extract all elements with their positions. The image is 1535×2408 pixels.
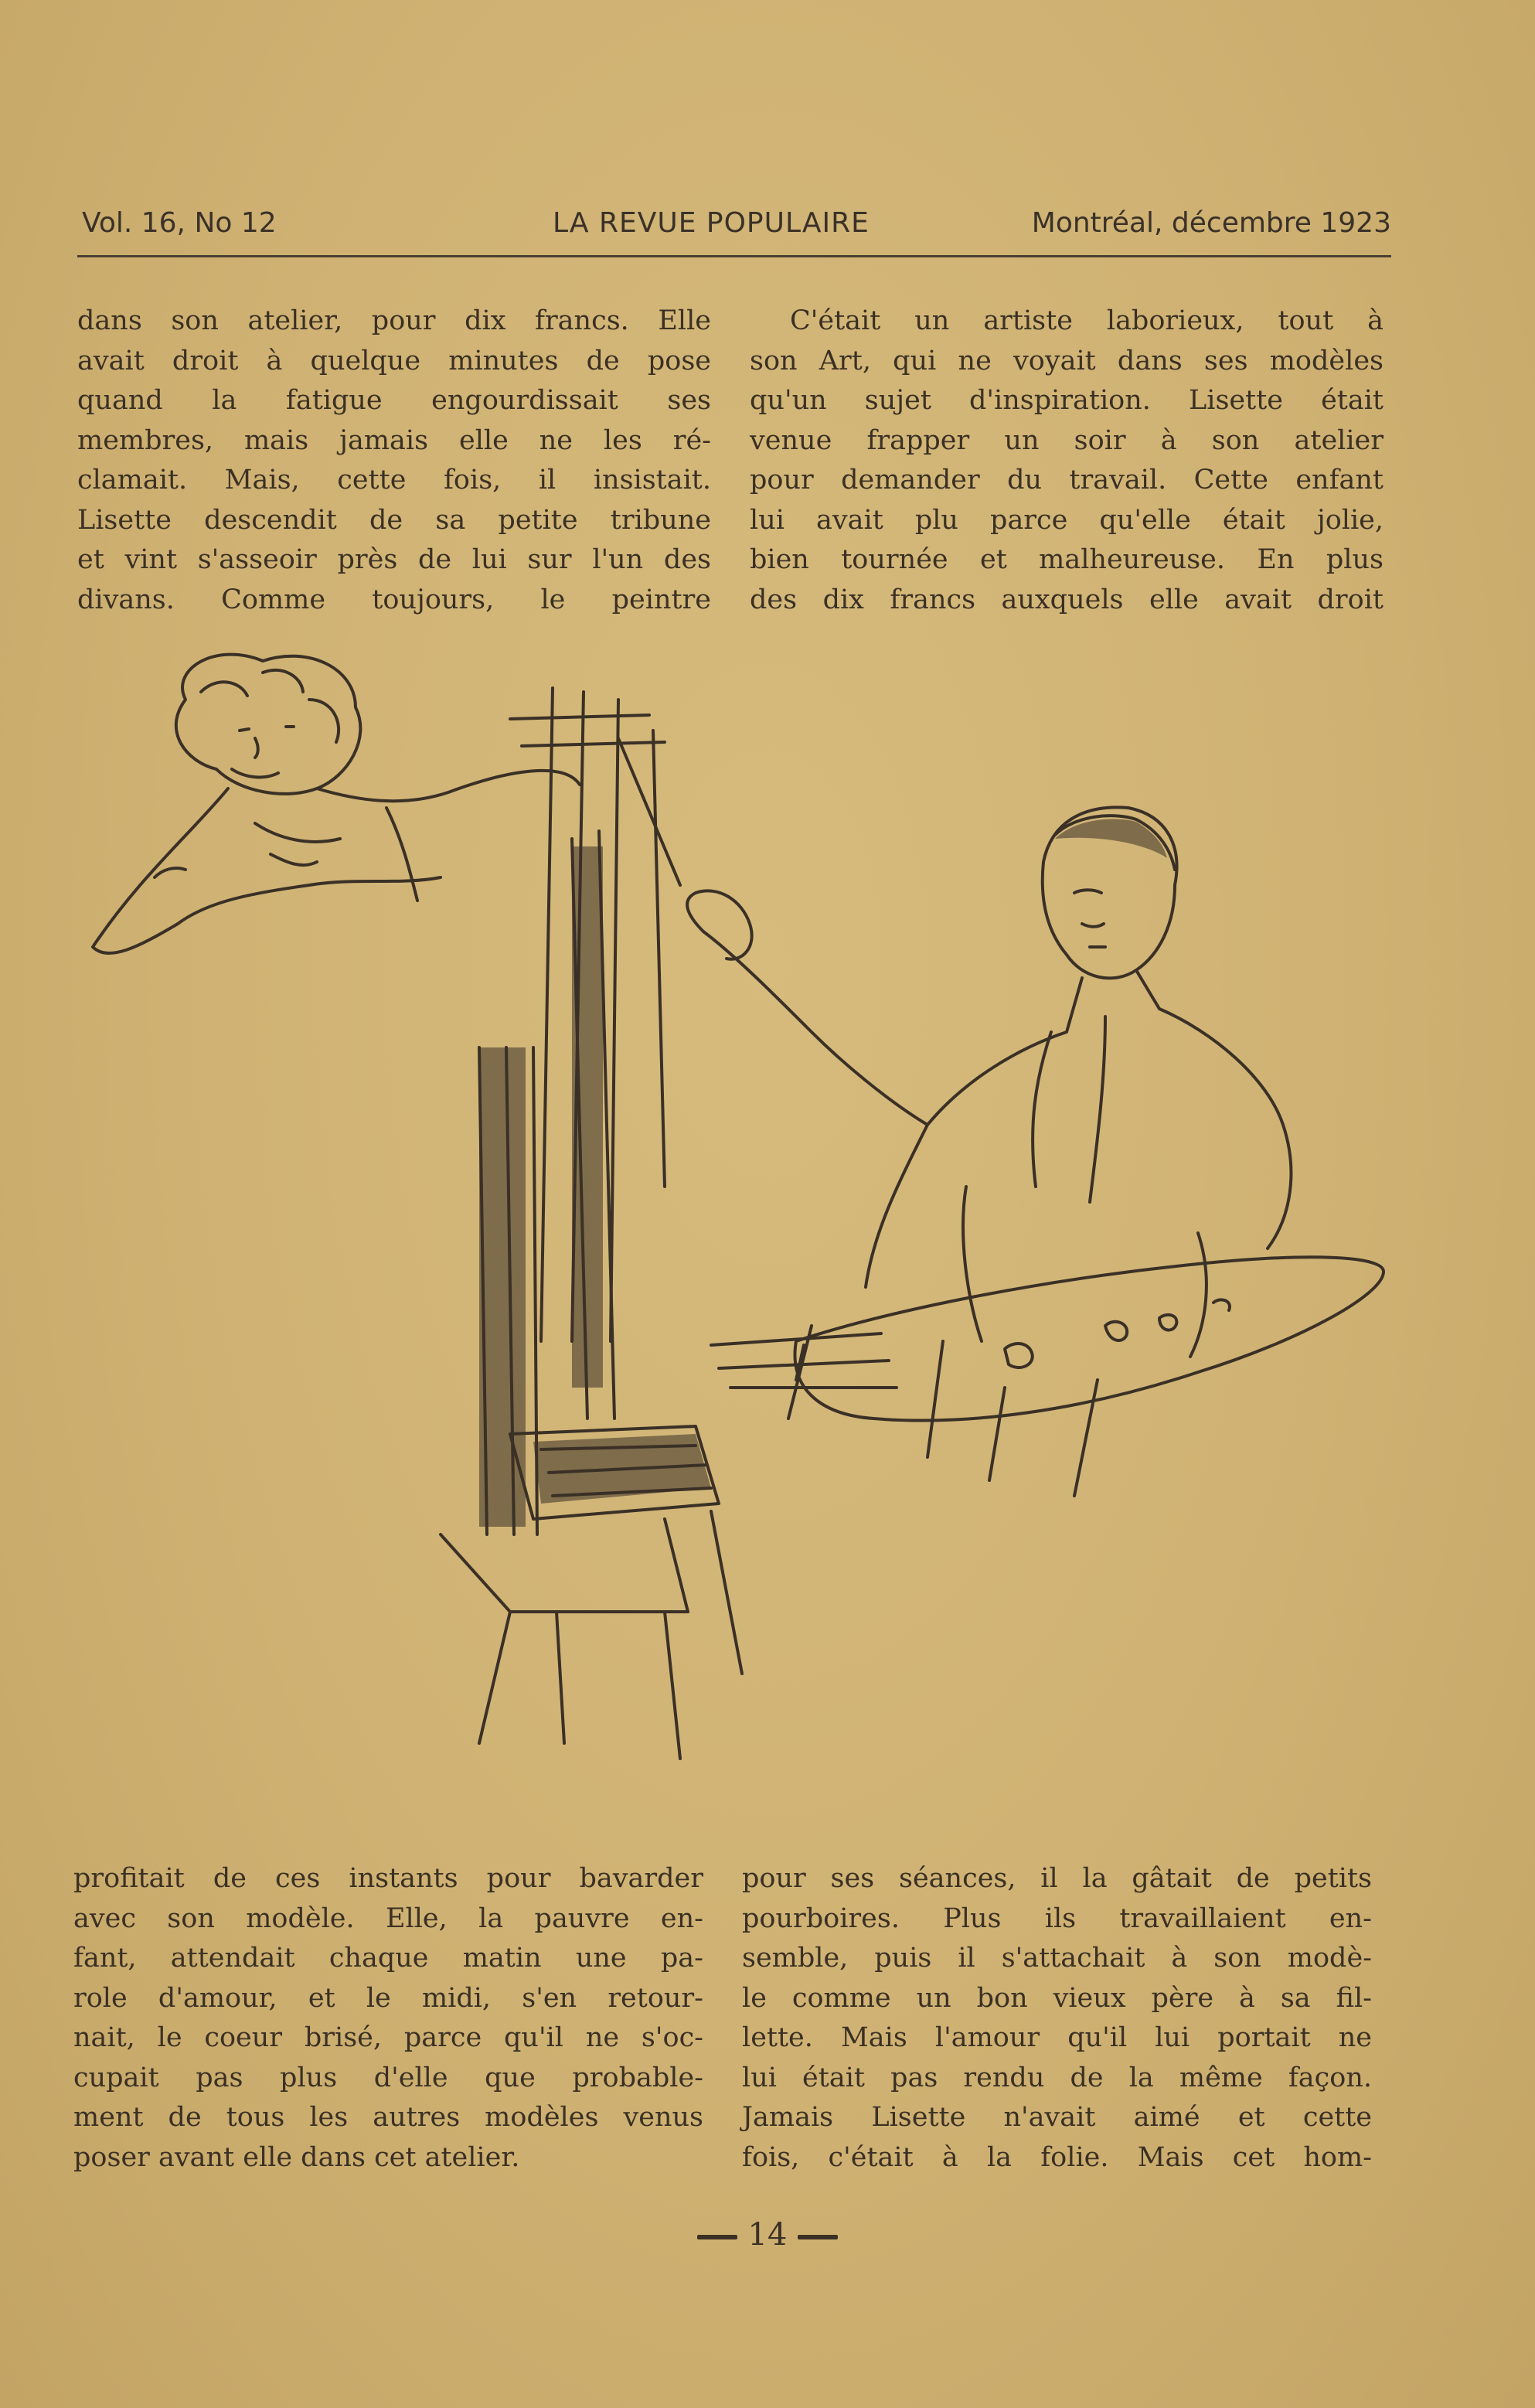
text-line: son Art, qui ne voyait dans ses modèles <box>750 345 1384 376</box>
text-line: qu'un sujet d'inspiration. Lisette était <box>750 385 1384 416</box>
text-line: pourboires. Plus ils travaillaient en- <box>742 1902 1372 1934</box>
text-line: lui était pas rendu de la même façon. <box>742 2062 1372 2093</box>
column-left-top <box>77 301 711 620</box>
text-line: venue frapper un soir à son atelier <box>750 424 1384 456</box>
running-header <box>77 207 1391 246</box>
page-number <box>0 2217 1535 2253</box>
text-line: nait, le coeur brisé, parce qu'il ne s'oc- <box>73 2022 703 2053</box>
text-line: cupait pas plus d'elle que probable- <box>73 2062 703 2093</box>
text-line: Jamais Lisette n'avait aimé et cette <box>742 2102 1372 2133</box>
text-line: quand la fatigue engourdissait ses <box>77 385 711 416</box>
text-line: semble, puis il s'attachait à son modè- <box>742 1943 1372 1974</box>
text-line: avait droit à quelque minutes de pose <box>77 345 711 376</box>
text-line: le comme un bon vieux père à sa fil- <box>742 1982 1372 2014</box>
column-left-bottom <box>73 1859 703 2178</box>
text-line: ment de tous les autres modèles venus <box>73 2102 703 2133</box>
text-line: lui avait plu parce qu'elle était jolie, <box>750 504 1384 536</box>
column-right-bottom <box>742 1859 1372 2178</box>
text-line: et vint s'asseoir près de lui sur l'un des <box>77 544 711 575</box>
text-line: profitait de ces instants pour bavarder <box>73 1863 703 1894</box>
text-line: clamait. Mais, cette fois, il insistait. <box>77 465 711 496</box>
model-figure <box>93 655 580 953</box>
painter-and-model-illustration <box>77 645 1391 1790</box>
text-line: dans son atelier, pour dix francs. Elle <box>77 305 711 336</box>
text-line: avec son modèle. Elle, la pauvre en- <box>73 1902 703 1934</box>
text-line: C'était un artiste laborieux, tout à <box>790 305 1384 336</box>
text-line: Lisette descendit de sa petite tribune <box>77 504 711 536</box>
text-line: bien tournée et malheureuse. En plus <box>750 544 1384 575</box>
page-number-value: 14 <box>747 2217 788 2253</box>
easel-shadow <box>572 846 603 1388</box>
column-right-top <box>750 301 1384 620</box>
page-number-dash <box>798 2235 838 2239</box>
painter-figure <box>618 738 1291 1496</box>
palette-and-brushes <box>711 1257 1384 1420</box>
text-line: pour demander du travail. Cette enfant <box>750 465 1384 496</box>
issue-date: Montréal, décembre 1923 <box>1031 207 1391 239</box>
text-line: divans. Comme toujours, le peintre <box>77 584 711 615</box>
page-number-dash <box>697 2235 737 2239</box>
text-line: lette. Mais l'amour qu'il lui portait ne <box>742 2022 1372 2053</box>
text-line: fois, c'était à la folie. Mais cet hom- <box>742 2141 1372 2173</box>
text-line: poser avant elle dans cet atelier. <box>73 2141 520 2173</box>
text-line: fant, attendait chaque matin une pa- <box>73 1943 703 1974</box>
text-line: des dix francs auxquels elle avait droit <box>750 584 1384 615</box>
header-rule <box>77 255 1391 257</box>
volume-issue: Vol. 16, No 12 <box>82 207 277 239</box>
easel-shadow <box>479 1047 526 1527</box>
text-line: membres, mais jamais elle ne les ré- <box>77 424 711 456</box>
text-line: role d'amour, et le midi, s'en retour- <box>73 1982 703 2014</box>
magazine-title: LA REVUE POPULAIRE <box>553 207 870 239</box>
paint-box-shading <box>533 1434 711 1504</box>
text-line: pour ses séances, il la gâtait de petits <box>742 1863 1372 1894</box>
